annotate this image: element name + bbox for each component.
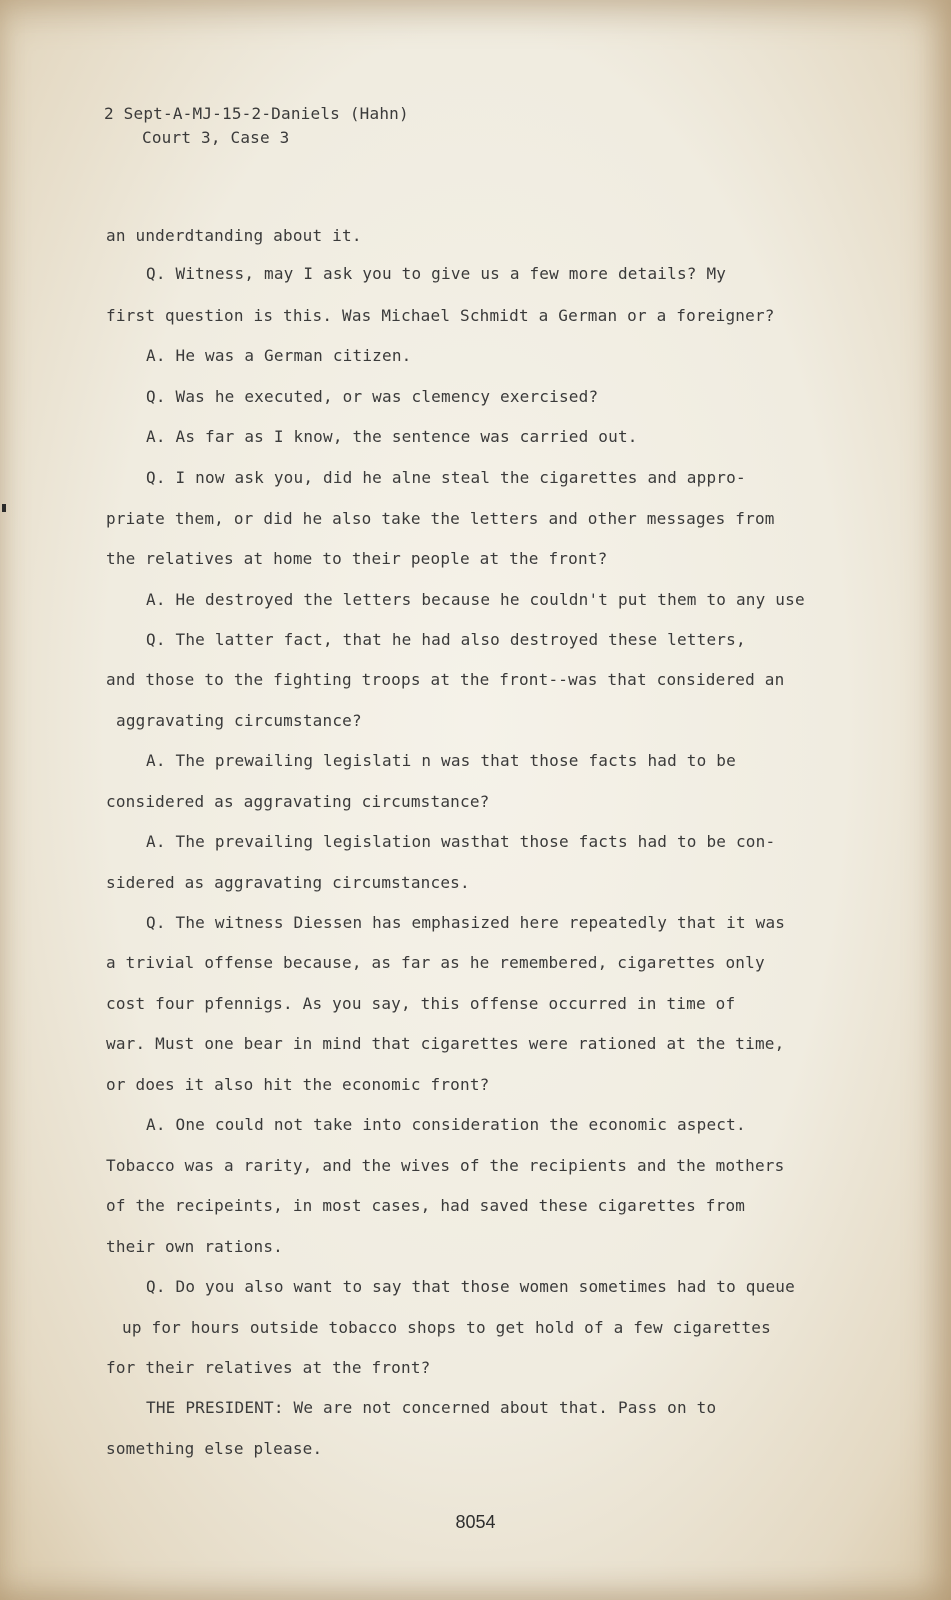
text-line: A. He destroyed the letters because he couldn't put them to any use bbox=[146, 590, 805, 609]
text-line: cost four pfennigs. As you say, this offense occurred in time of bbox=[106, 994, 736, 1013]
text-line: A. As far as I know, the sentence was carried out. bbox=[146, 427, 638, 446]
text-line: up for hours outside tobacco shops to get hold of a few cigarettes bbox=[122, 1318, 771, 1337]
text-line: an underdtanding about it. bbox=[106, 226, 362, 245]
text-line: A. One could not take into consideration the economic aspect. bbox=[146, 1115, 746, 1134]
text-line: Q. Do you also want to say that those women sometimes had to queue bbox=[146, 1277, 795, 1296]
text-line: A. The prewailing legislati n was that those facts had to be bbox=[146, 751, 736, 770]
header-court-case: Court 3, Case 3 bbox=[142, 128, 290, 147]
text-line: A. The prevailing legislation wasthat those facts had to be con- bbox=[146, 832, 776, 851]
text-line: Tobacco was a rarity, and the wives of the recipients and the mothers bbox=[106, 1156, 785, 1175]
text-line: priate them, or did he also take the letters and other messages from bbox=[106, 509, 775, 528]
text-line: of the recipeints, in most cases, had saved these cigarettes from bbox=[106, 1196, 746, 1215]
text-line: Q. Was he executed, or was clemency exercised? bbox=[146, 387, 599, 406]
text-line: sidered as aggravating circumstances. bbox=[106, 873, 470, 892]
text-line: first question is this. Was Michael Schmidt a German or a foreigner? bbox=[106, 306, 775, 325]
text-line: and those to the fighting troops at the front--was that considered an bbox=[106, 670, 785, 689]
text-line: Q. I now ask you, did he alne steal the cigarettes and appro- bbox=[146, 468, 746, 487]
margin-mark bbox=[2, 504, 6, 512]
text-line: their own rations. bbox=[106, 1237, 283, 1256]
text-line: a trivial offense because, as far as he remembered, cigarettes only bbox=[106, 953, 765, 972]
text-line: considered as aggravating circumstance? bbox=[106, 792, 490, 811]
text-line: aggravating circumstance? bbox=[116, 711, 362, 730]
text-line: Q. The witness Diessen has emphasized here repeatedly that it was bbox=[146, 913, 786, 932]
text-line: war. Must one bear in mind that cigarettes were rationed at the time, bbox=[106, 1034, 785, 1053]
text-line: for their relatives at the front? bbox=[106, 1358, 431, 1377]
text-line: Q. Witness, may I ask you to give us a few more details? My bbox=[146, 264, 727, 283]
text-line: A. He was a German citizen. bbox=[146, 346, 412, 365]
header-reference: 2 Sept-A-MJ-15-2-Daniels (Hahn) bbox=[104, 104, 409, 123]
text-line: or does it also hit the economic front? bbox=[106, 1075, 490, 1094]
page-number: 8054 bbox=[455, 1512, 496, 1532]
text-line: the relatives at home to their people at the front? bbox=[106, 549, 608, 568]
text-line: Q. The latter fact, that he had also destroyed these letters, bbox=[146, 630, 746, 649]
text-line: THE PRESIDENT: We are not concerned about that. Pass on to bbox=[146, 1398, 717, 1417]
text-line: something else please. bbox=[106, 1439, 323, 1458]
